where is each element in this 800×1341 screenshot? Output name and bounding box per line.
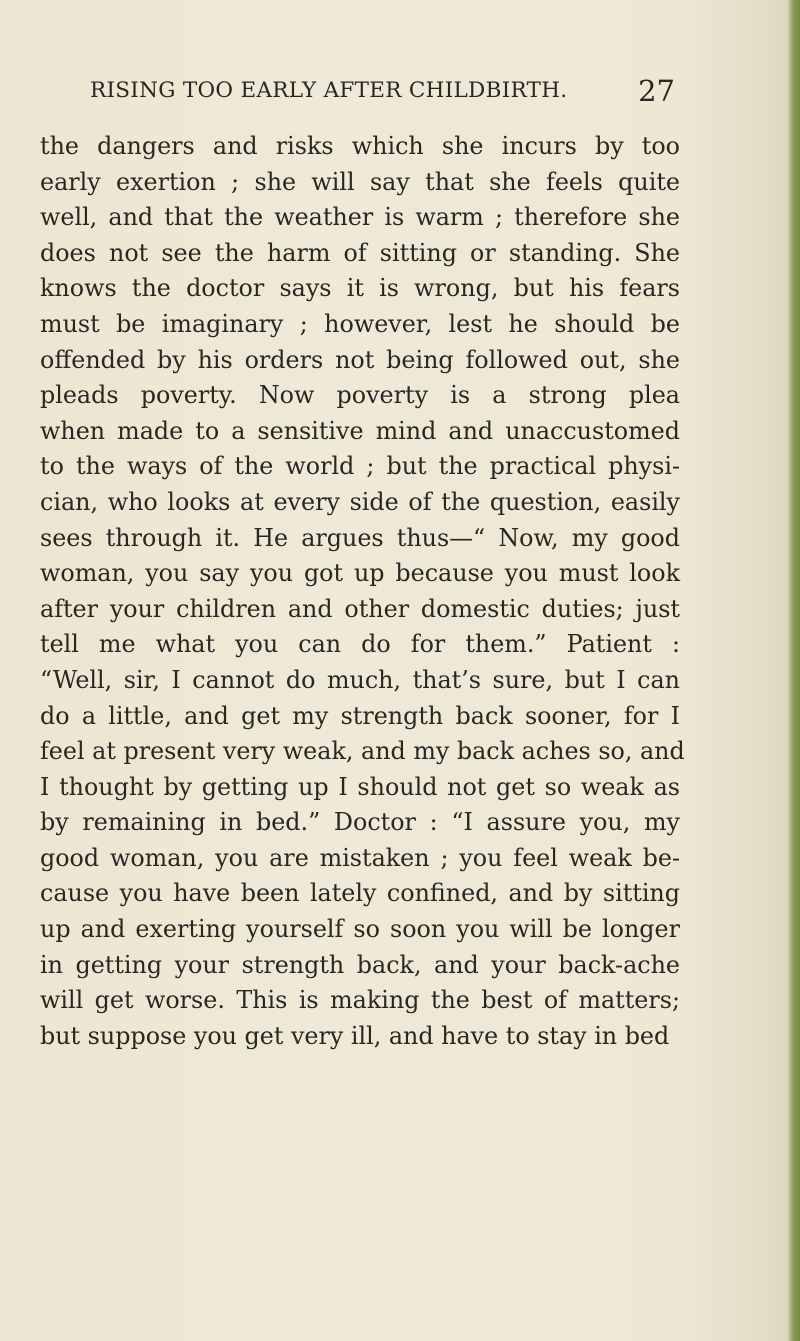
page-header xyxy=(90,74,675,112)
text-line: the dangers and risks which she incurs by too xyxy=(40,132,680,160)
page-edge xyxy=(788,0,800,1341)
text-line: does not see the harm of sitting or standing. She xyxy=(40,238,680,267)
page-number: 27 xyxy=(638,74,675,108)
text-line: cause you have been lately confined, and by sitting xyxy=(40,879,680,908)
text-line: up and exerting yourself so soon you will be longer xyxy=(40,915,680,944)
text-line: after your children and other domestic duties; just xyxy=(40,594,680,623)
text-line: will get worse. This is making the best of matters; xyxy=(40,986,680,1015)
text-line: knows the doctor says it is wrong, but his fears xyxy=(40,274,680,303)
text-line: in getting your strength back, and your back-ache xyxy=(40,950,680,979)
text-line: good woman, you are mistaken ; you feel weak be- xyxy=(40,843,680,872)
text-line: when made to a sensitive mind and unaccustomed xyxy=(40,416,680,445)
text-line: pleads poverty. Now poverty is a strong plea xyxy=(40,381,680,410)
text-line: do a little, and get my strength back sooner, for I xyxy=(40,701,680,730)
text-line: feel at present very weak, and my back aches so, and xyxy=(40,737,685,766)
text-line: tell me what you can do for them.” Patient : xyxy=(40,630,680,659)
text-line: must be imaginary ; however, lest he should be xyxy=(40,309,680,338)
text-line: to the ways of the world ; but the practical physi- xyxy=(40,452,680,481)
text-line: “Well, sir, I cannot do much, that’s sure, but I can xyxy=(40,665,680,694)
body-text xyxy=(40,129,685,1054)
text-line: but suppose you get very ill, and have to stay in bed xyxy=(40,1021,670,1050)
text-line: by remaining in bed.” Doctor : “I assure you, my xyxy=(40,808,680,837)
running-head: RISING TOO EARLY AFTER CHILDBIRTH. xyxy=(90,78,568,103)
text-line: sees through it. He argues thus—“ Now, my good xyxy=(40,523,680,552)
text-line: early exertion ; she will say that she feels quite xyxy=(40,167,680,196)
text-line: woman, you say you got up because you must look xyxy=(40,559,680,588)
text-line: well, and that the weather is warm ; therefore she xyxy=(40,203,680,232)
text-line: cian, who looks at every side of the question, easily xyxy=(40,487,680,516)
text-line: I thought by getting up I should not get so weak as xyxy=(40,772,680,801)
text-line: offended by his orders not being followed out, she xyxy=(40,345,680,374)
